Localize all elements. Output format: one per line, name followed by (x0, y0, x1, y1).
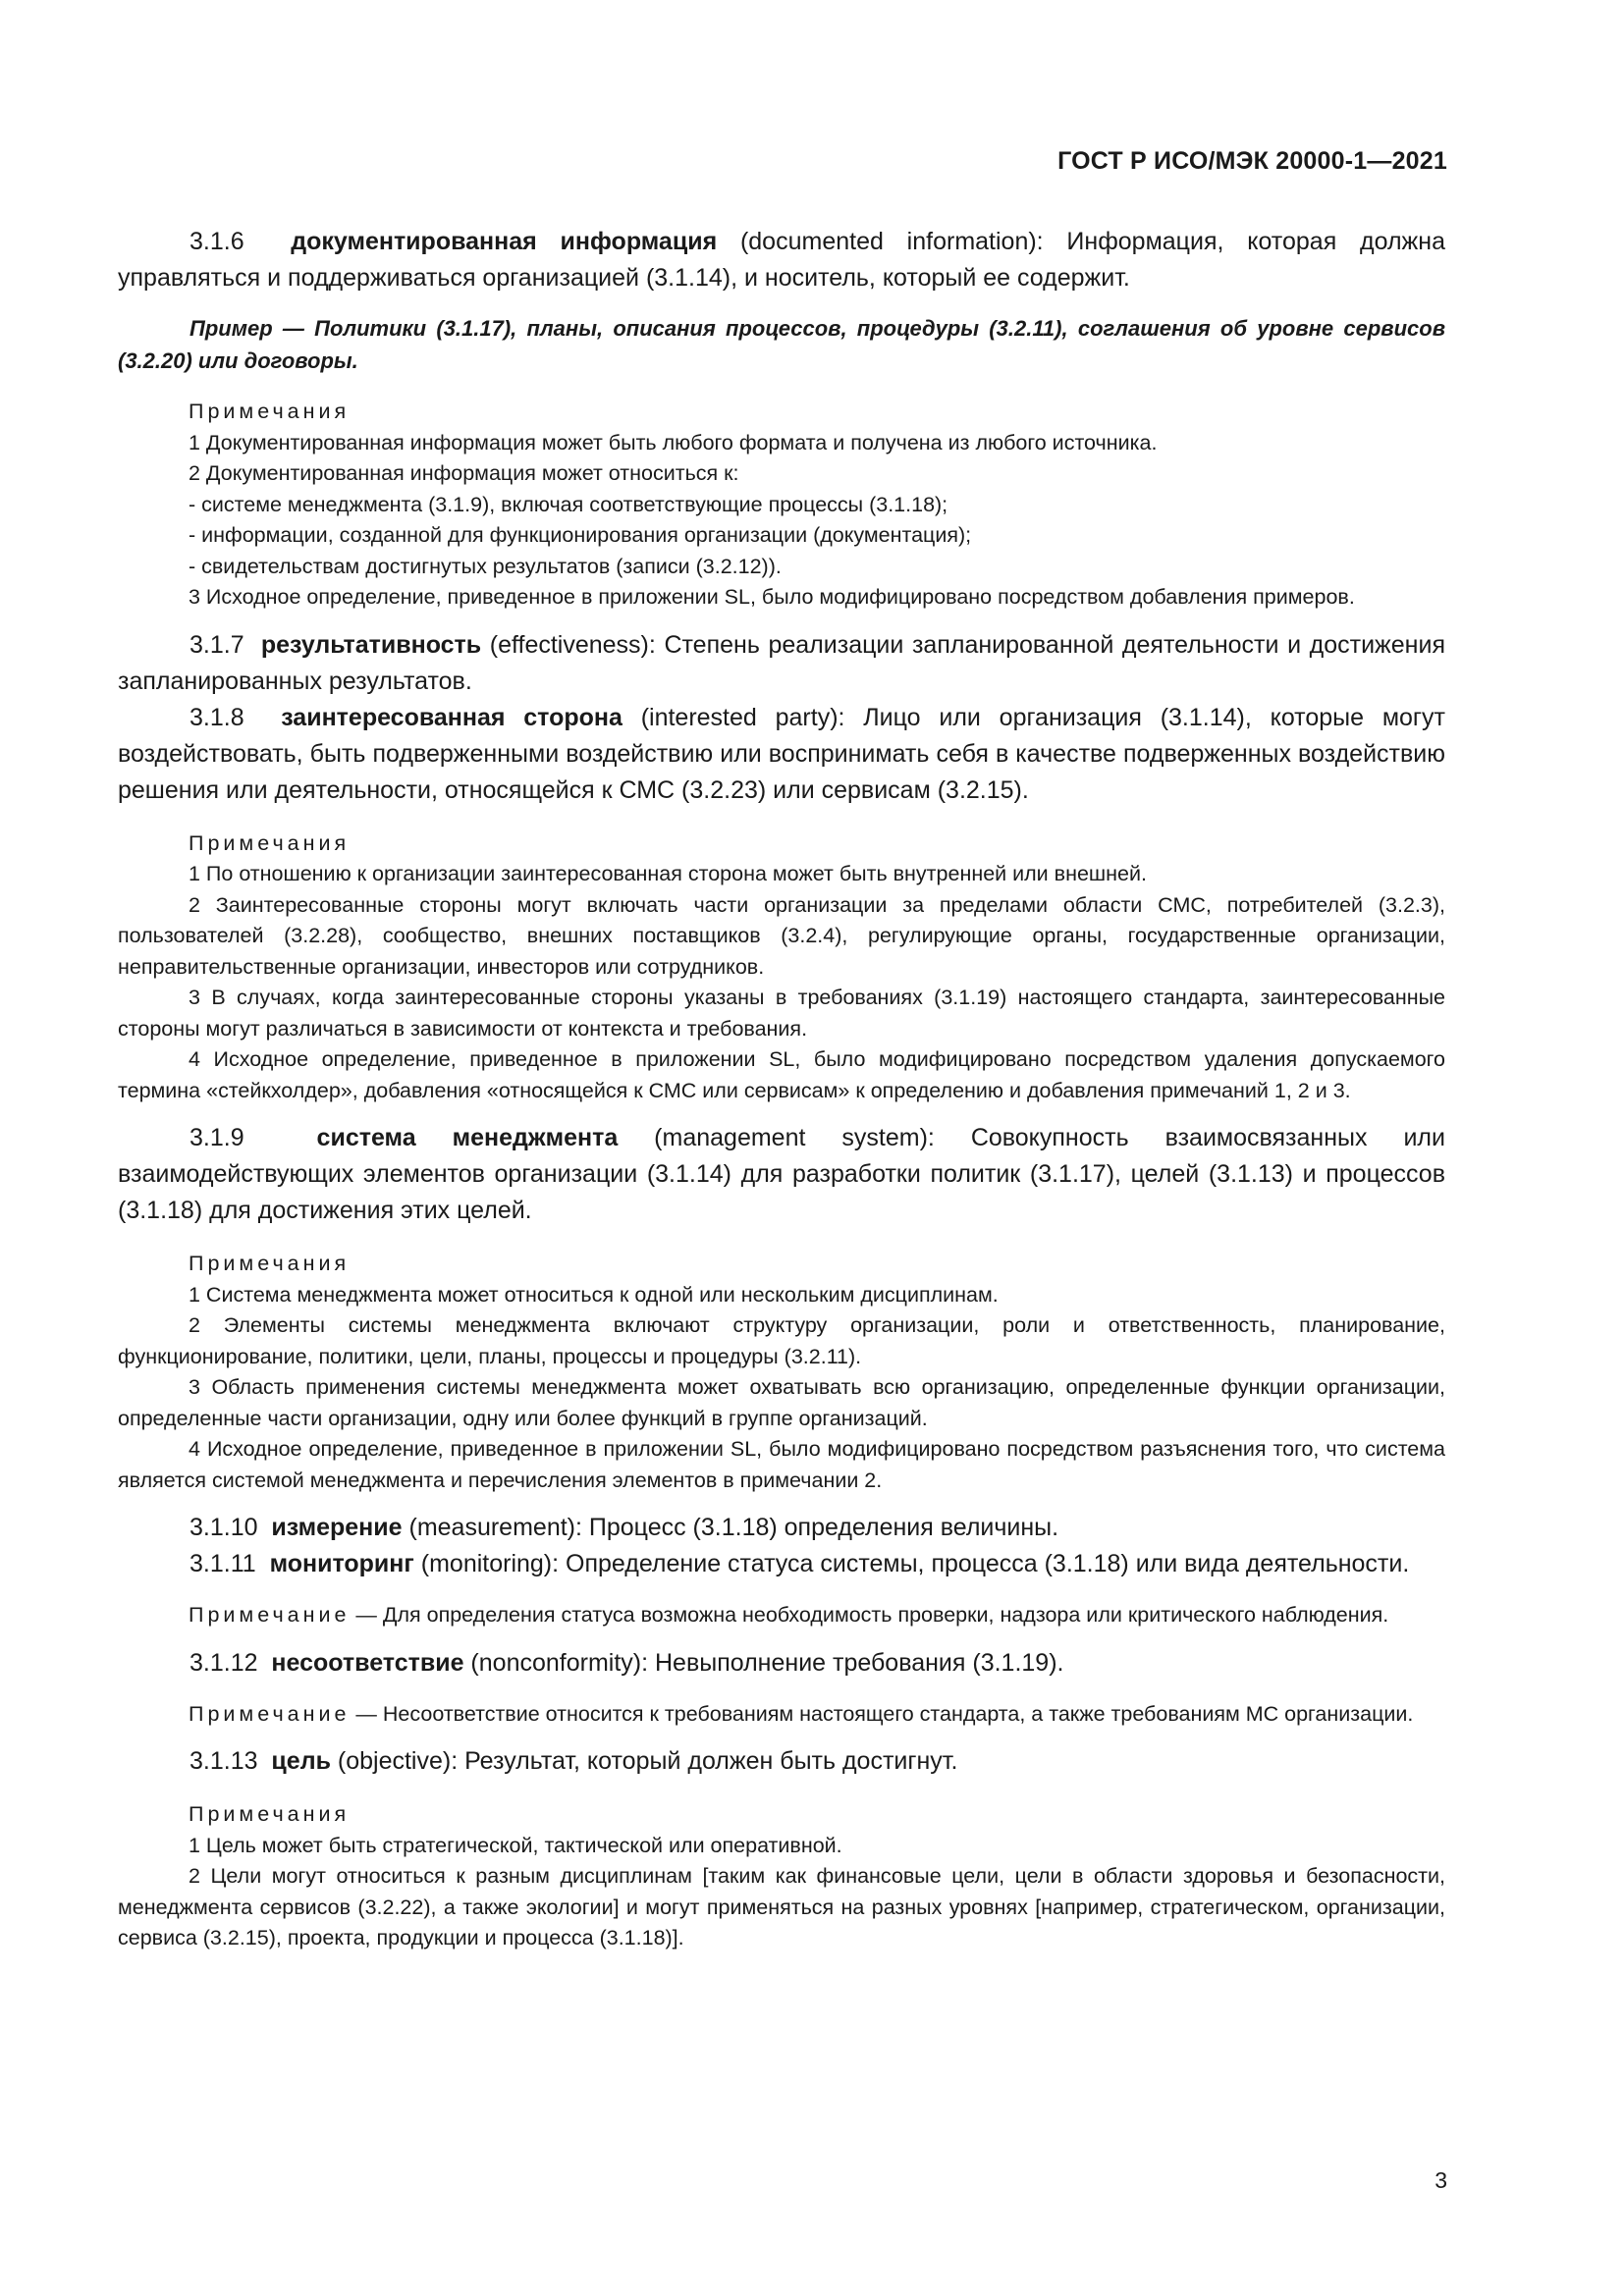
note-item: 4 Исходное определение, приведенное в приложении SL, было модифицировано посредством разъяснения того, что система является системой менеджмента и перечисления элементов в примечании 2. (118, 1437, 1445, 1492)
document-body (118, 224, 1445, 1966)
notes-3-1-9 (118, 1249, 1445, 1496)
term-title: заинтересованная сторона (281, 703, 623, 731)
term-title: документированная информация (291, 228, 718, 255)
note-text: — Для определения статуса возможна необходимость проверки, надзора или критического наблюдения. (350, 1603, 1389, 1627)
term-number: 3.1.13 (189, 1747, 258, 1775)
note-item: 2 Элементы системы менеджмента включают структуру организации, роли и ответственность, планирование, функционирование, политики, цели, планы, процессы и процедуры (3.2.11). (118, 1313, 1445, 1368)
term-3-1-7 (118, 627, 1445, 700)
note-label: Примечание (189, 1603, 351, 1627)
note-text: — Несоответствие относится к требованиям настоящего стандарта, а также требованиям МС организации. (350, 1701, 1414, 1726)
term-title: несоответствие (271, 1648, 464, 1677)
term-title: цель (271, 1747, 331, 1775)
term-title: результативность (260, 630, 482, 659)
term-definition: (interested party): Лицо или организация (3.1.14), которые могут воздействовать, быть подверженными воздействию или воспринимать себя в качестве подверженных воздействию решения или деятельности, относящейся к СМС (3.2.23) или сервисам (3.2.15). (118, 703, 1445, 804)
term-3-1-13 (118, 1743, 1445, 1780)
term-definition: (documented information): Информация, которая должна управляться и поддерживаться организацией (3.1.14), и носитель, который ее содержит. (118, 228, 1445, 292)
note-item: 3 Область применения системы менеджмента может охватывать всю организацию, определенные функции организации, определенные части организации, одну или более функций в группе организаций. (118, 1375, 1445, 1430)
note-item: 1 Документированная информация может быть любого формата и получена из любого источника. (189, 430, 1158, 454)
term-number: 3.1.12 (189, 1648, 258, 1677)
note-item: 1 Цель может быть стратегической, тактической или оперативной. (189, 1833, 842, 1857)
notes-3-1-13 (118, 1799, 1445, 1954)
note-label: Примечание (189, 1701, 351, 1726)
note-item: - информации, созданной для функционирования организации (документация); (189, 523, 972, 547)
term-title: измерение (271, 1514, 403, 1541)
note-3-1-11 (118, 1600, 1445, 1631)
term-definition: (monitoring): Определение статуса системы, процесса (3.1.18) или вида деятельности. (413, 1550, 1410, 1577)
term-number: 3.1.8 (189, 703, 244, 731)
document-header: ГОСТ Р ИСО/МЭК 20000-1—2021 (1057, 147, 1447, 175)
note-item: - свидетельствам достигнутых результатов (записи (3.2.12)). (189, 554, 782, 578)
note-item: 2 Заинтересованные стороны могут включать части организации за пределами области СМС, потребителей (3.2.3), пользователей (3.2.28), сообщество, внешних поставщиков (3.2.4), регулирующие органы, государственные организации, неправительственные организации, инвесторов или сотрудников. (118, 892, 1445, 979)
note-item: 4 Исходное определение, приведенное в приложении SL, было модифицировано посредством удаления допускаемого термина «стейкхолдер», добавления «относящейся к СМС или сервисам» к определению и добавления примечаний 1, 2 и 3. (118, 1047, 1445, 1102)
term-number: 3.1.6 (189, 228, 244, 255)
term-3-1-12 (118, 1645, 1445, 1682)
term-title: система менеджмента (316, 1124, 619, 1151)
term-number: 3.1.10 (189, 1514, 258, 1541)
term-definition: (effectiveness): Степень реализации запланированной деятельности и достижения запланированных результатов. (118, 630, 1445, 695)
term-definition: (management system): Совокупность взаимосвязанных или взаимодействующих элементов организации (3.1.14) для разработки политик (3.1.17), целей (3.1.13) и процессов (3.1.18) для достижения этих целей. (118, 1124, 1445, 1224)
note-item: 1 По отношению к организации заинтересованная сторона может быть внутренней или внешней. (189, 862, 1147, 885)
notes-title: Примечания (189, 400, 351, 423)
term-number: 3.1.9 (189, 1124, 244, 1151)
page-number: 3 (1435, 2167, 1447, 2193)
notes-3-1-8 (118, 828, 1445, 1107)
term-3-1-6 (118, 224, 1445, 296)
note-item: 3 В случаях, когда заинтересованные стороны указаны в требованиях (3.1.19) настоящего стандарта, заинтересованные стороны могут различаться в зависимости от контекста и требования. (118, 986, 1445, 1041)
notes-title: Примечания (189, 830, 351, 855)
term-number: 3.1.7 (189, 630, 244, 659)
term-3-1-8 (118, 700, 1445, 809)
term-3-1-11 (118, 1546, 1445, 1582)
notes-title: Примечания (189, 1252, 351, 1275)
note-3-1-12 (118, 1699, 1445, 1731)
term-definition: (measurement): Процесс (3.1.18) определения величины. (402, 1514, 1059, 1541)
note-item: 2 Цели могут относиться к разным дисциплинам [таким как финансовые цели, цели в области здоровья и безопасности, менеджмента сервисов (3.2.22), а также экологии] и могут применяться на разных уровнях [например, стратегическом, организации, сервиса (3.2.15), проекта, продукции и процесса (3.1.18)]. (118, 1864, 1445, 1949)
note-item: 2 Документированная информация может относиться к: (189, 461, 739, 485)
term-number: 3.1.11 (189, 1550, 256, 1577)
term-definition: (objective): Результат, который должен быть достигнут. (330, 1747, 958, 1775)
note-item: 1 Система менеджмента может относиться к одной или нескольким дисциплинам. (189, 1282, 999, 1307)
notes-title: Примечания (189, 1802, 351, 1826)
notes-3-1-6 (118, 397, 1445, 614)
example-3-1-6: Пример — Политики (3.1.17), планы, описания процессов, процедуры (3.2.11), соглашения об уровне сервисов (3.2.20) или договоры. (118, 316, 1445, 373)
note-item: 3 Исходное определение, приведенное в приложении SL, было модифицировано посредством добавления примеров. (189, 585, 1355, 609)
note-item: - системе менеджмента (3.1.9), включая соответствующие процессы (3.1.18); (189, 492, 948, 516)
term-definition: (nonconformity): Невыполнение требования (3.1.19). (463, 1648, 1064, 1677)
term-title: мониторинг (269, 1550, 414, 1577)
term-3-1-9 (118, 1120, 1445, 1229)
term-3-1-10 (118, 1510, 1445, 1546)
